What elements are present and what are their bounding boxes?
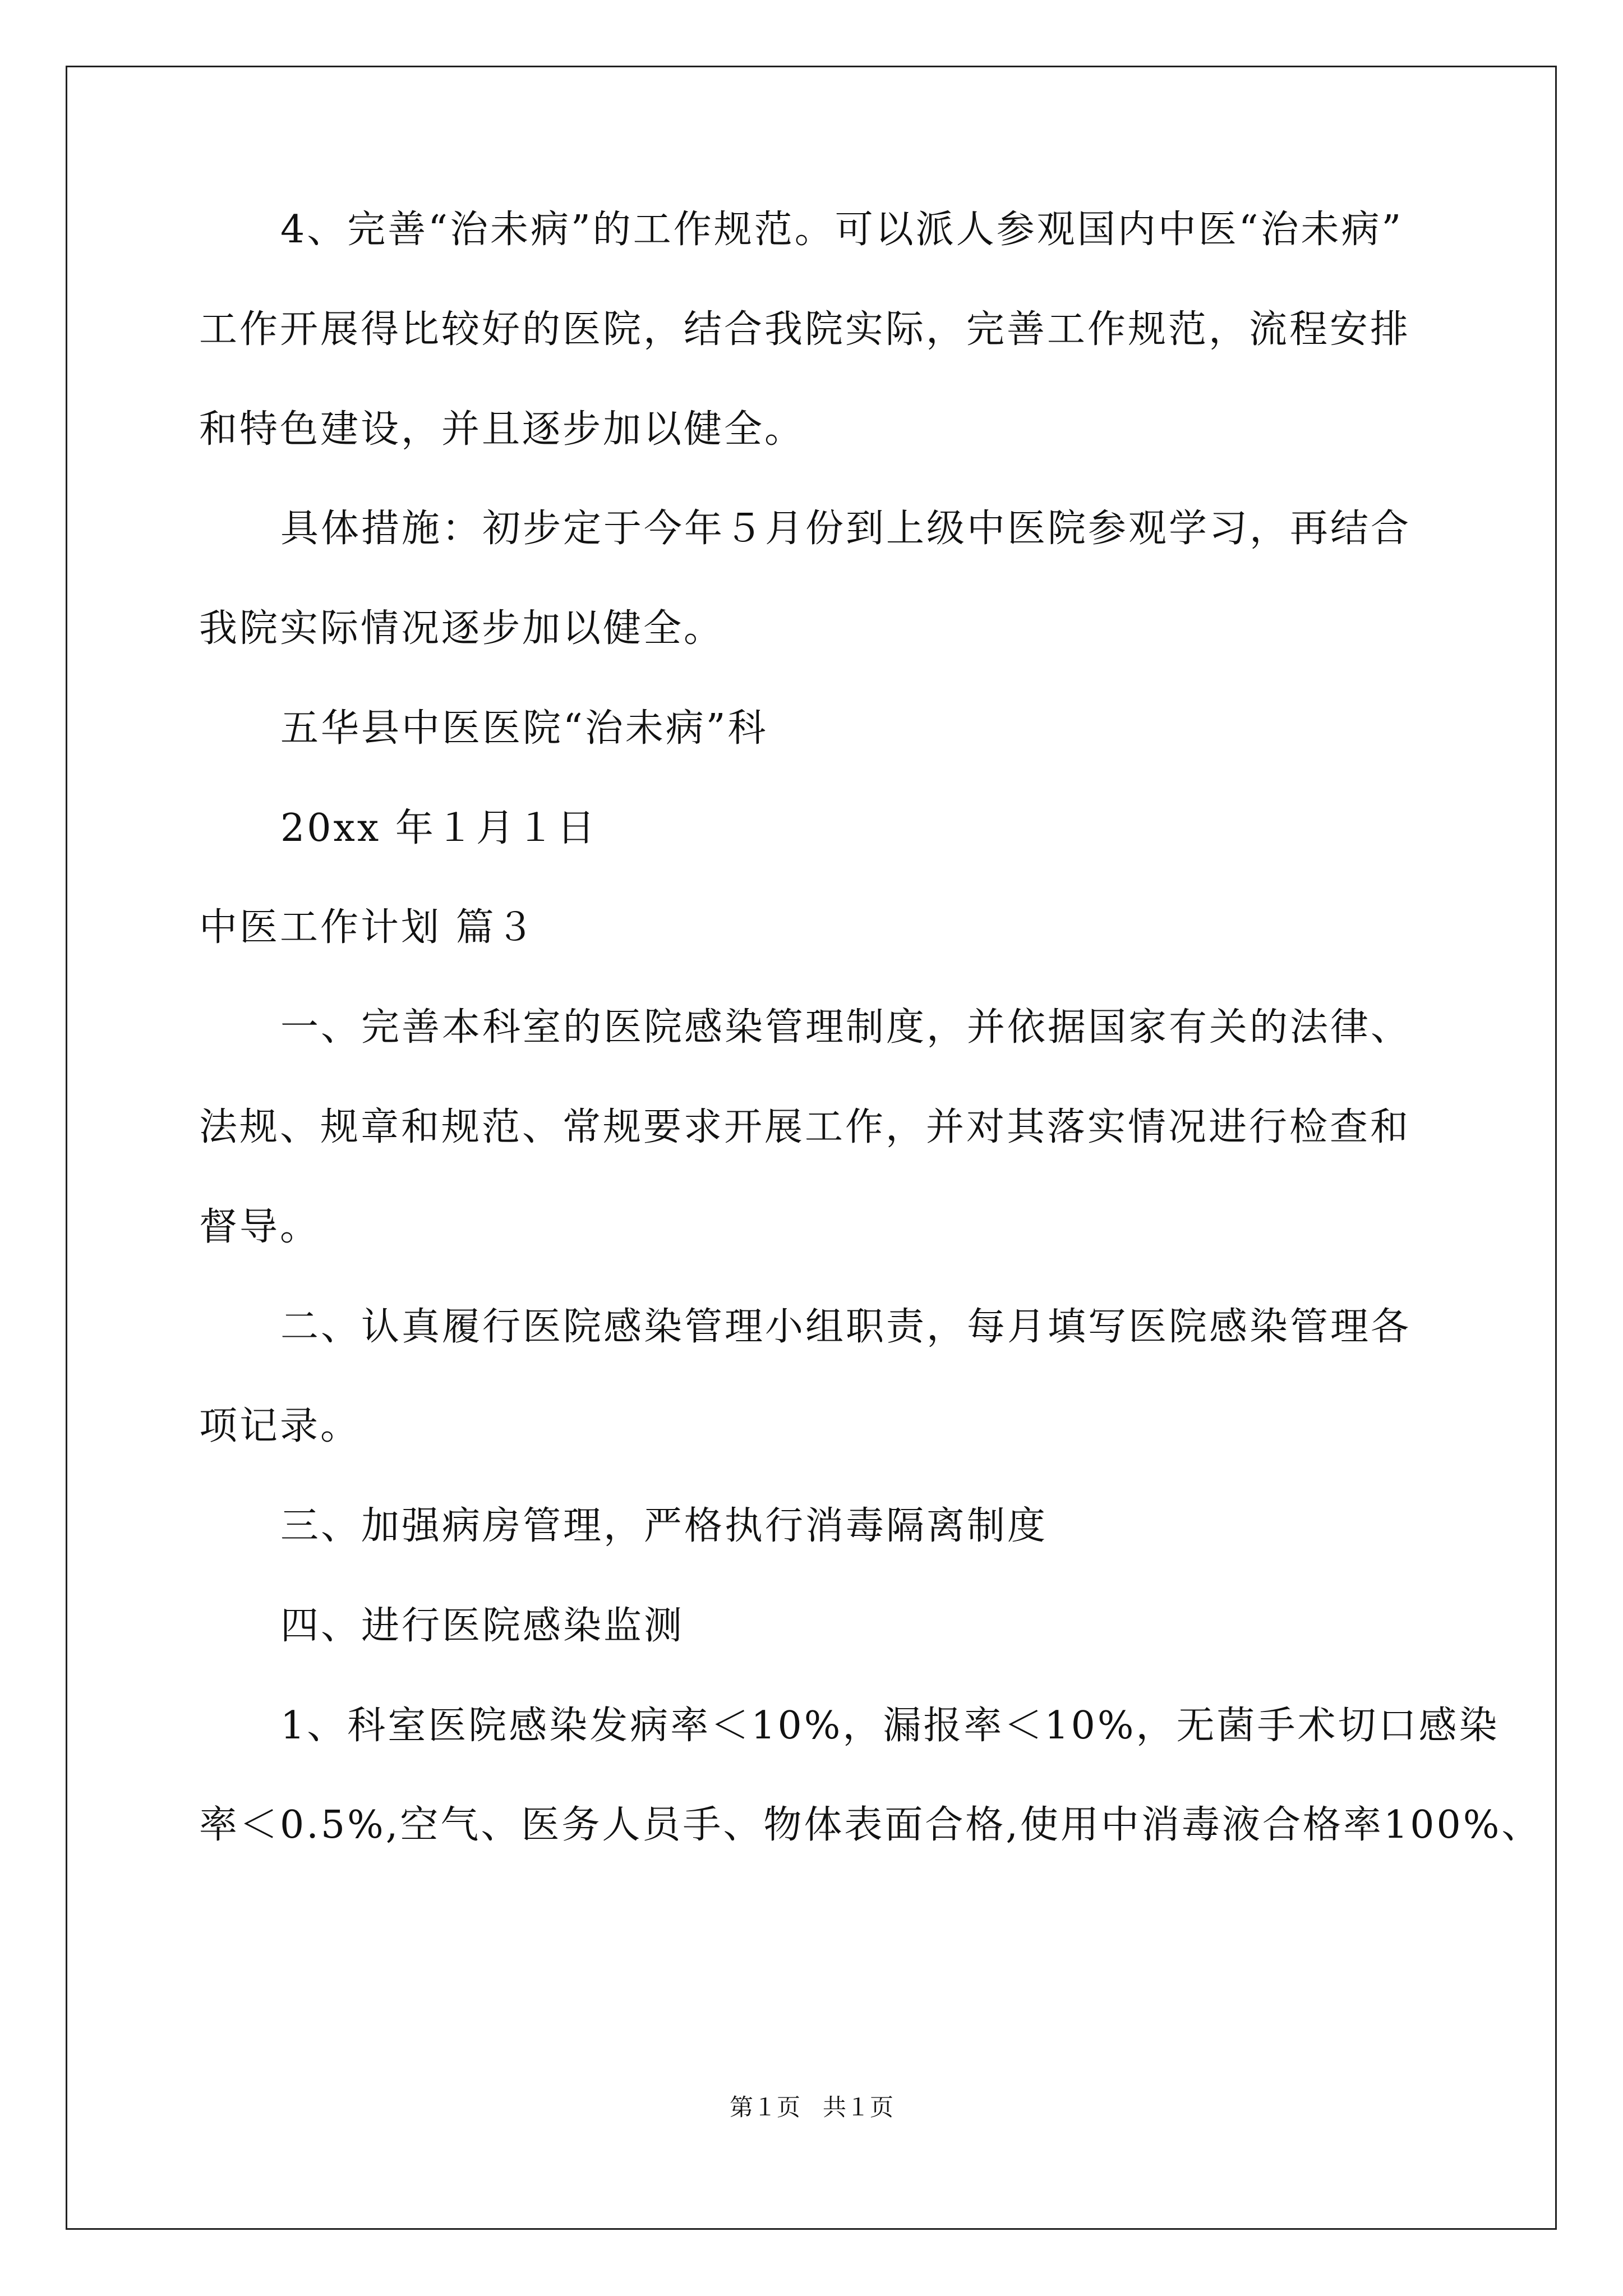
- section-heading: 中医工作计划 篇３: [199, 905, 537, 950]
- date-line: 20xx 年１月１日: [280, 806, 597, 850]
- paragraph-line: 三、加强病房管理，严格执行消毒隔离制度: [280, 1504, 1048, 1548]
- paragraph-line: 二、认真履行医院感染管理小组职责，每月填写医院感染管理各: [280, 1305, 1412, 1349]
- paragraph-line: 1、科室医院感染发病率＜10%，漏报率＜10%，无菌手术切口感染: [280, 1704, 1500, 1748]
- paragraph-line: 法规、规章和规范、常规要求开展工作，并对其落实情况进行检查和: [199, 1105, 1411, 1149]
- paragraph-line: 工作开展得比较好的医院，结合我院实际，完善工作规范，流程安排: [199, 307, 1411, 352]
- paragraph-line: 具体措施：初步定于今年５月份到上级中医院参观学习，再结合: [280, 507, 1412, 551]
- paragraph-line: 督导。: [199, 1205, 321, 1249]
- paragraph-line: 率＜0.5%,空气、医务人员手、物体表面合格,使用中消毒液合格率100%、: [199, 1803, 1542, 1847]
- page-footer: 第１页 共１页: [729, 2093, 894, 2121]
- paragraph-line: 我院实际情况逐步加以健全。: [199, 606, 725, 651]
- paragraph-line: 一、完善本科室的医院感染管理制度，并依据国家有关的法律、: [280, 1005, 1412, 1050]
- paragraph-line: 项记录。: [199, 1404, 361, 1448]
- signature-line: 五华县中医医院“治未病”科: [280, 706, 768, 751]
- paragraph-line: 四、进行医院感染监测: [280, 1604, 685, 1648]
- paragraph-line: 4、完善“治未病”的工作规范。可以派人参观国内中医“治未病”: [280, 208, 1404, 252]
- paragraph-line: 和特色建设，并且逐步加以健全。: [199, 407, 805, 452]
